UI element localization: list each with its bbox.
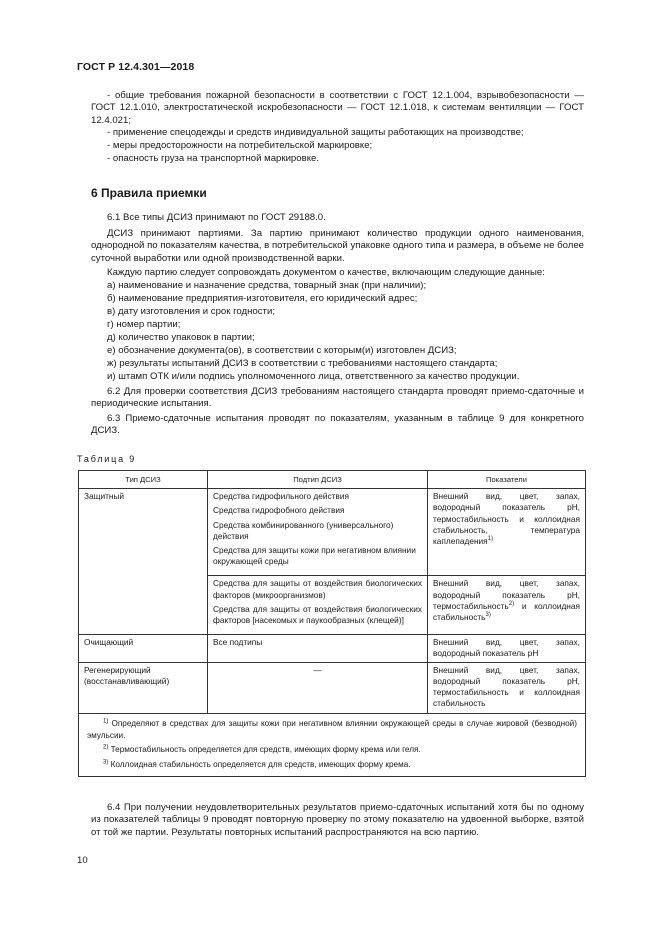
type-cell: Очищающий xyxy=(79,635,208,662)
table-footnotes-row xyxy=(79,714,586,777)
doc-list-item: в) дату изготовления и срок годности; xyxy=(107,306,275,317)
doc-list-item: д) количество упаковок в партии; xyxy=(107,332,255,343)
type-cell: Защитный xyxy=(79,489,208,635)
table-header-row xyxy=(79,471,586,489)
col-header-type: Тип ДСИЗ xyxy=(79,471,208,489)
indicators-text: Внешний вид, цвет, запах, водородный показатель pH, термостабильность и коллоидная стабильность, температура каплепадения xyxy=(433,491,580,547)
intro-item-1: - общие требования пожарной безопасности в соответствии с ГОСТ 12.1.004, взрывобезопасности — ГОСТ 12.1.010, электростатической искробезопасности — ГОСТ 12.1.018, к системам вентиляции — ГОСТ 12.4.021; xyxy=(91,90,584,126)
footnote-text: Определяют в средствах для защиты кожи при негативном влиянии окружающей среды в случае жировой (безводной) эмульсии. xyxy=(87,719,577,740)
indicators-cell xyxy=(428,489,586,576)
subtype-item: Средства гидрофильного действия xyxy=(213,491,349,502)
quality-doc-intro: Каждую партию следует сопровождать документом о качестве, включающим следующие данные: xyxy=(107,267,545,278)
footnote-ref: 3) xyxy=(485,612,491,619)
table-caption: Таблица 9 xyxy=(77,454,136,464)
footnote-mark: 3) xyxy=(103,759,109,766)
col-header-subtype: Подтип ДСИЗ xyxy=(208,471,428,489)
footnote-mark: 2) xyxy=(103,744,109,751)
intro-item-2: - применение спецодежды и средств индивидуальной защиты работающих на производстве; xyxy=(107,127,524,138)
doc-list-item: ж) результаты испытаний ДСИЗ в соответствии с требованиями настоящего стандарта; xyxy=(107,358,498,369)
footnote-3 xyxy=(87,759,577,771)
table-row xyxy=(79,635,586,662)
subtype-cell xyxy=(208,489,428,576)
doc-list-item: а) наименование и назначение средства, товарный знак (при наличии); xyxy=(107,280,427,291)
intro-item-4: - опасность груза на транспортной маркировке. xyxy=(107,153,319,164)
subtype-cell xyxy=(208,576,428,635)
footnote-2 xyxy=(87,744,577,756)
table-9 xyxy=(78,470,586,777)
footnote-ref: 2) xyxy=(508,601,515,608)
subtype-item: Средства гидрофобного действия xyxy=(213,505,345,516)
indicators-text: и коллоидная стабильность xyxy=(433,600,580,623)
footnote-text: Коллоидная стабильность определяется для средств, имеющих форму крема. xyxy=(108,759,411,769)
clause-6-2: 6.2 Для проверки соответствия ДСИЗ требованиям настоящего стандарта проводят приемо-сдаточные и периодические испытания. xyxy=(91,386,584,410)
table-row xyxy=(79,662,586,714)
section-title: 6 Правила приемки xyxy=(91,186,207,200)
footnote-text: Термостабильность определяется для средств, имеющих форму крема или геля. xyxy=(108,745,421,755)
subtype-cell: — xyxy=(208,662,428,714)
intro-item-3: - меры предосторожности на потребительской маркировке; xyxy=(107,140,373,151)
subtype-item: Средства для защиты от воздействия биологических факторов (микроорганизмов) xyxy=(213,578,422,600)
indicators-cell: Внешний вид, цвет, запах, водородный показатель pH xyxy=(428,635,586,662)
page-number: 10 xyxy=(77,855,88,866)
subtype-cell: Все подтипы xyxy=(208,635,428,662)
type-cell: Регенерирующий (восстанавливающий) xyxy=(79,662,208,714)
indicators-cell xyxy=(428,576,586,635)
footnote-ref: 1) xyxy=(487,536,493,543)
doc-list-item: е) обозначение документа(ов), в соответствии с которым(и) изготовлен ДСИЗ; xyxy=(107,345,457,356)
footnotes-cell xyxy=(79,714,586,777)
doc-list-item: г) номер партии; xyxy=(107,319,181,330)
clause-6-3: 6.3 Приемо-сдаточные испытания проводят по показателям, указанным в таблице 9 для конкретного ДСИЗ. xyxy=(91,413,584,437)
doc-list-item: и) штамп ОТК и/или подпись уполномоченного лица, ответственного за качество продукции. xyxy=(107,371,520,382)
subtype-item: Средства для защиты от воздействия биологических факторов [насекомых и паукообразных (клещей)] xyxy=(213,603,422,626)
indicators-cell: Внешний вид, цвет, запах, водородный показатель pH, термостабильность и коллоидная стабильность xyxy=(428,662,586,714)
clause-6-1: 6.1 Все типы ДСИЗ принимают по ГОСТ 29188.0. xyxy=(107,212,326,223)
footnote-mark: 1) xyxy=(103,718,109,725)
indicators-text: Внешний вид, цвет, запах, водородный показатель pH, термостабильность xyxy=(433,578,580,611)
batch-definition: ДСИЗ принимают партиями. За партию принимают количество продукции одного наименования, однородной по показателям качества, в потребительской упаковке одного типа и размера, в объеме не более суточной выработки или одной производственной варки. xyxy=(91,228,584,264)
table-row xyxy=(79,489,586,576)
subtype-item: Средства комбинированного (универсального) действия xyxy=(213,519,394,541)
document-header: ГОСТ Р 12.4.301—2018 xyxy=(77,61,195,73)
footnote-1 xyxy=(87,718,577,741)
subtype-item: Средства для защиты кожи при негативном влиянии окружающей среды xyxy=(213,545,416,567)
clause-6-4: 6.4 При получении неудовлетворительных результатов приемо-сдаточных испытаний хотя бы по одному из показателей таблицы 9 проводят повторную проверку по этому показателю на удвоенной выборке, взятой от той же партии. Результаты повторных испытаний распространяются на всю партию. xyxy=(91,802,584,838)
col-header-indicators: Показатели xyxy=(428,471,586,489)
doc-list-item: б) наименование предприятия-изготовителя, его юридический адрес; xyxy=(107,293,418,304)
